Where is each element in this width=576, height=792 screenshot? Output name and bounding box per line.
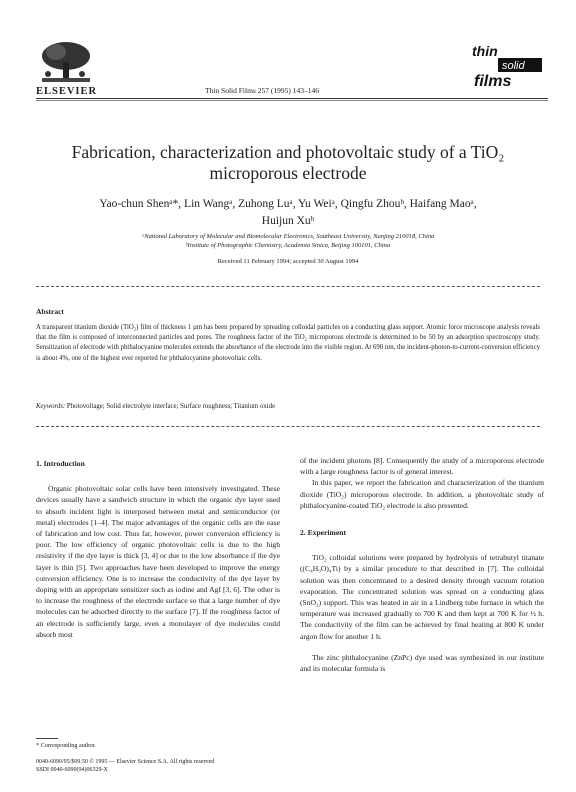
header-rule xyxy=(36,98,548,99)
experiment-paragraph-1: TiO₂ colloidal solutions were prepared by hydrolysis of tetrabutyl titanate ((C₄H₉O)₄Ti) by a similar procedure to that described in [7]. The colloidal solution was then concentrated to a desired density through vacuum rotation evaporation. The concentrated solution was spread on a conducting glass (SnO₂) support. This was heated in air in a Lindberg tube furnace in which the temperature was increased gradually to 700 K and then kept at 700 K for ½ h. The conductivity of the film can be achieved by final heating at 800 K under argon flow for another 1 h. xyxy=(300,553,544,641)
keywords-label: Keywords: xyxy=(36,403,66,410)
received-dates: Received 11 February 1994; accepted 30 August 1994 xyxy=(217,258,359,265)
thin-solid-films-logo xyxy=(468,42,546,94)
intro-paragraph-2: In this paper, we report the fabrication and characterization of the titanium dioxide (TiO₂) microporous electrode. In addition, a photovoltaic study of phthalocyanine-coated TiO₂ electrode is also presented. xyxy=(300,478,544,510)
publisher-name: ELSEVIER xyxy=(36,86,98,97)
affiliations xyxy=(60,232,516,250)
affiliation-a: ᵃNational Laboratory of Molecular and Biomolecular Electronics, Southeast University, Nanjing 210018, China xyxy=(141,233,435,240)
copyright-notice: 0040-6090/95/$09.50 © 1995 — Elsevier Science S.A. All rights reserved SSDI 0040-6090(94)06329-X xyxy=(36,759,215,774)
corresponding-author-footnote: * Corresponding author. xyxy=(36,742,96,749)
abstract-bottom-rule xyxy=(36,426,540,427)
footnote-rule xyxy=(36,738,58,739)
intro-paragraph-1-continued: of the incident photons [8]. Consequently the study of a microporous electrode with a large roughness factor is of general interest. xyxy=(300,456,544,477)
abstract-heading: Abstract xyxy=(36,307,64,316)
author-list: Yao-chun Shenᵃ*, Lin Wangᵃ, Zuhong Luᵃ, Yu Weiᵃ, Qingfu Zhouᵇ, Haifang Maoᵃ, Huijun Xuᵇ xyxy=(99,198,477,227)
keywords-list: Photovoltage; Solid electrolyte interface; Surface roughness; Titanium oxide xyxy=(65,403,276,410)
abstract-top-rule xyxy=(36,286,540,287)
journal-citation: Thin Solid Films 257 (1995) 143–146 xyxy=(205,86,319,95)
elsevier-tree-logo xyxy=(36,40,94,86)
section-heading-introduction: 1. Introduction xyxy=(36,459,85,468)
section-heading-experiment: 2. Experiment xyxy=(300,528,346,538)
svg-text:thin: thin xyxy=(472,43,498,59)
article-title: Fabrication, characterization and photovoltaic study of a TiO₂ microporous electrode xyxy=(71,142,505,183)
right-column xyxy=(300,455,544,674)
intro-paragraph-1: Organic photovoltaic solar cells have been intensively investigated. These devices usually have a sandwich structure in which the organic dye layer used to absorb incident light is interposed between metal and semiconductor (or metal) electrodes [1–4]. The major advantages of the organic cells are the ease of fabrication and low cost. Thus far, however, power conversion efficiency is poor. The low efficiency of organic photovoltaic cells is due to the high resistivity if the dye layer is thick [3, 4] or due to the low absorbance if the dye layer is thin [5]. Two approaches have been developed to improve the energy conversion efficiency. One is to increase the conductivity of the dye layer by doping with an appropriate sensitizer such as iodine and AgI [3, 6]. The other is to increase the roughness of the electrode surface so that a large number of dye molecules can be adsorbed directly to the surface [7]. If the roughness factor of an electrode is sufficiently large, even a monolayer of dye molecules could absorb most xyxy=(36,484,280,639)
left-column xyxy=(36,458,280,640)
abstract-text: A transparent titanium dioxide (TiO₂) film of thickness 1 µm has been prepared by spreading colloidal particles on a conducting glass support. Atomic force microscope analysis reveals that the film is composed of interconnected particles and pores. The roughness factor of the TiO₂ microporous electrode is determined to be 50 by an adsorption spectroscopy study. Sensitization of electrode with phthalocyanine molecules extends the absorbance of the electrode into the visible region. At 690 nm, the incident-photon-to-current-conversion efficiency is about 4%, one of the highest ever reported for phthalocyanine photovoltaic cells. xyxy=(36,324,540,362)
affiliation-b: ᵇInstitute of Photographic Chemistry, Academia Sinica, Beijing 100101, China xyxy=(185,242,391,249)
experiment-paragraph-2: The zinc phthalocyanine (ZnPc) dye used was synthesized in our institute and its molecular formula is xyxy=(300,652,544,674)
svg-text:solid: solid xyxy=(502,60,525,72)
svg-text:films: films xyxy=(474,73,512,90)
keywords xyxy=(36,403,540,410)
header-rule-thin xyxy=(36,100,548,101)
